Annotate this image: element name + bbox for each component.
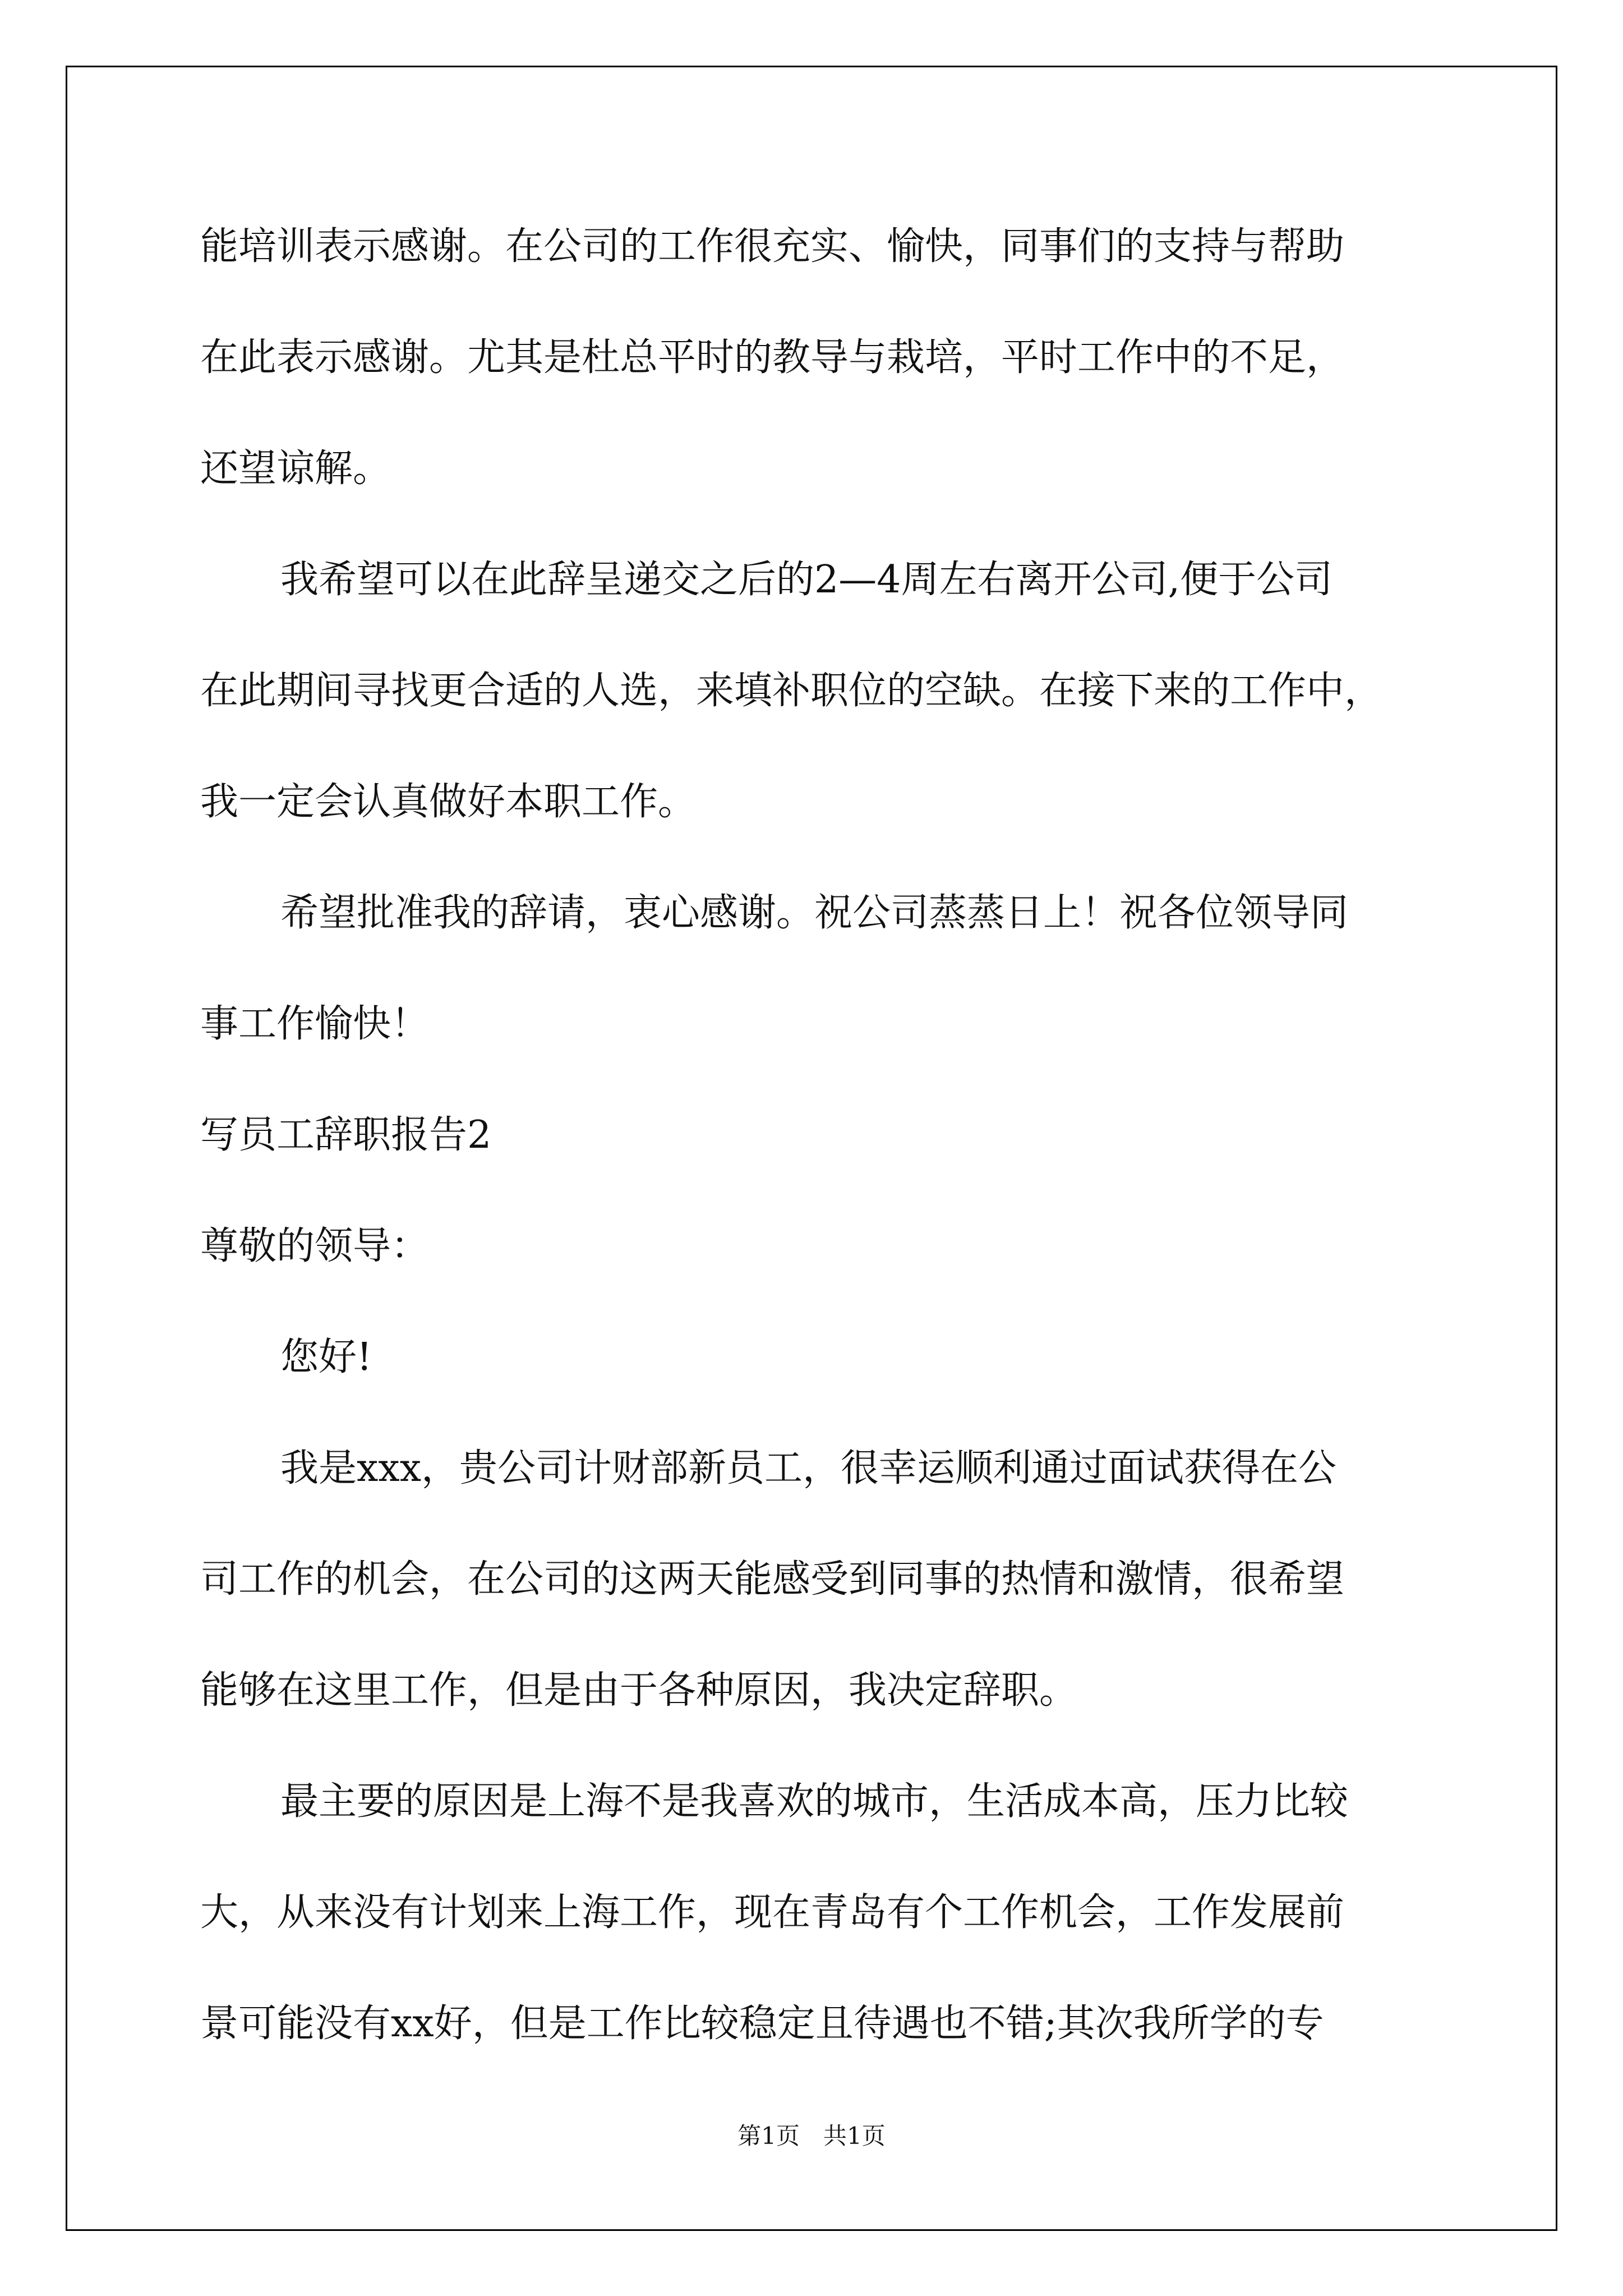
text-line-6: 我一定会认真做好本职工作。	[200, 780, 697, 824]
text-line-5: 在此期间寻找更合适的人选，来填补职位的空缺。在接下来的工作中，	[200, 669, 1383, 713]
text-line-7: 希望批准我的辞请，衷心感谢。祝公司蒸蒸日上！祝各位领导同	[280, 891, 1349, 935]
text-line-13: 司工作的机会，在公司的这两天能感受到同事的热情和激情，很希望	[200, 1557, 1345, 1602]
text-line-2: 在此表示感谢。尤其是杜总平时的教导与栽培，平时工作中的不足，	[200, 335, 1345, 380]
page-number-footer: 第1页 共1页	[737, 2122, 886, 2150]
text-line-3: 还望谅解。	[200, 447, 391, 491]
text-line-8: 事工作愉快！	[200, 1002, 430, 1046]
greeting: 您好!	[280, 1335, 372, 1379]
text-line-4: 我希望可以在此辞呈递交之后的2—4周左右离开公司,便于公司	[280, 558, 1333, 602]
text-line-16: 大，从来没有计划来上海工作，现在青岛有个工作机会，工作发展前	[200, 1890, 1345, 1935]
text-line-1: 能培训表示感谢。在公司的工作很充实、愉快，同事们的支持与帮助	[200, 224, 1345, 269]
text-line-17: 景可能没有xx好，但是工作比较稳定且待遇也不错;其次我所学的专	[200, 2001, 1324, 2046]
text-line-14: 能够在这里工作，但是由于各种原因，我决定辞职。	[200, 1668, 1078, 1713]
text-line-15: 最主要的原因是上海不是我喜欢的城市，生活成本高，压力比较	[280, 1779, 1349, 1824]
salutation: 尊敬的领导：	[200, 1224, 430, 1268]
section-heading: 写员工辞职报告2	[200, 1113, 492, 1157]
text-line-12: 我是xxx，贵公司计财部新员工，很幸运顺利通过面试获得在公	[280, 1446, 1337, 1490]
document-body	[200, 213, 1456, 2101]
